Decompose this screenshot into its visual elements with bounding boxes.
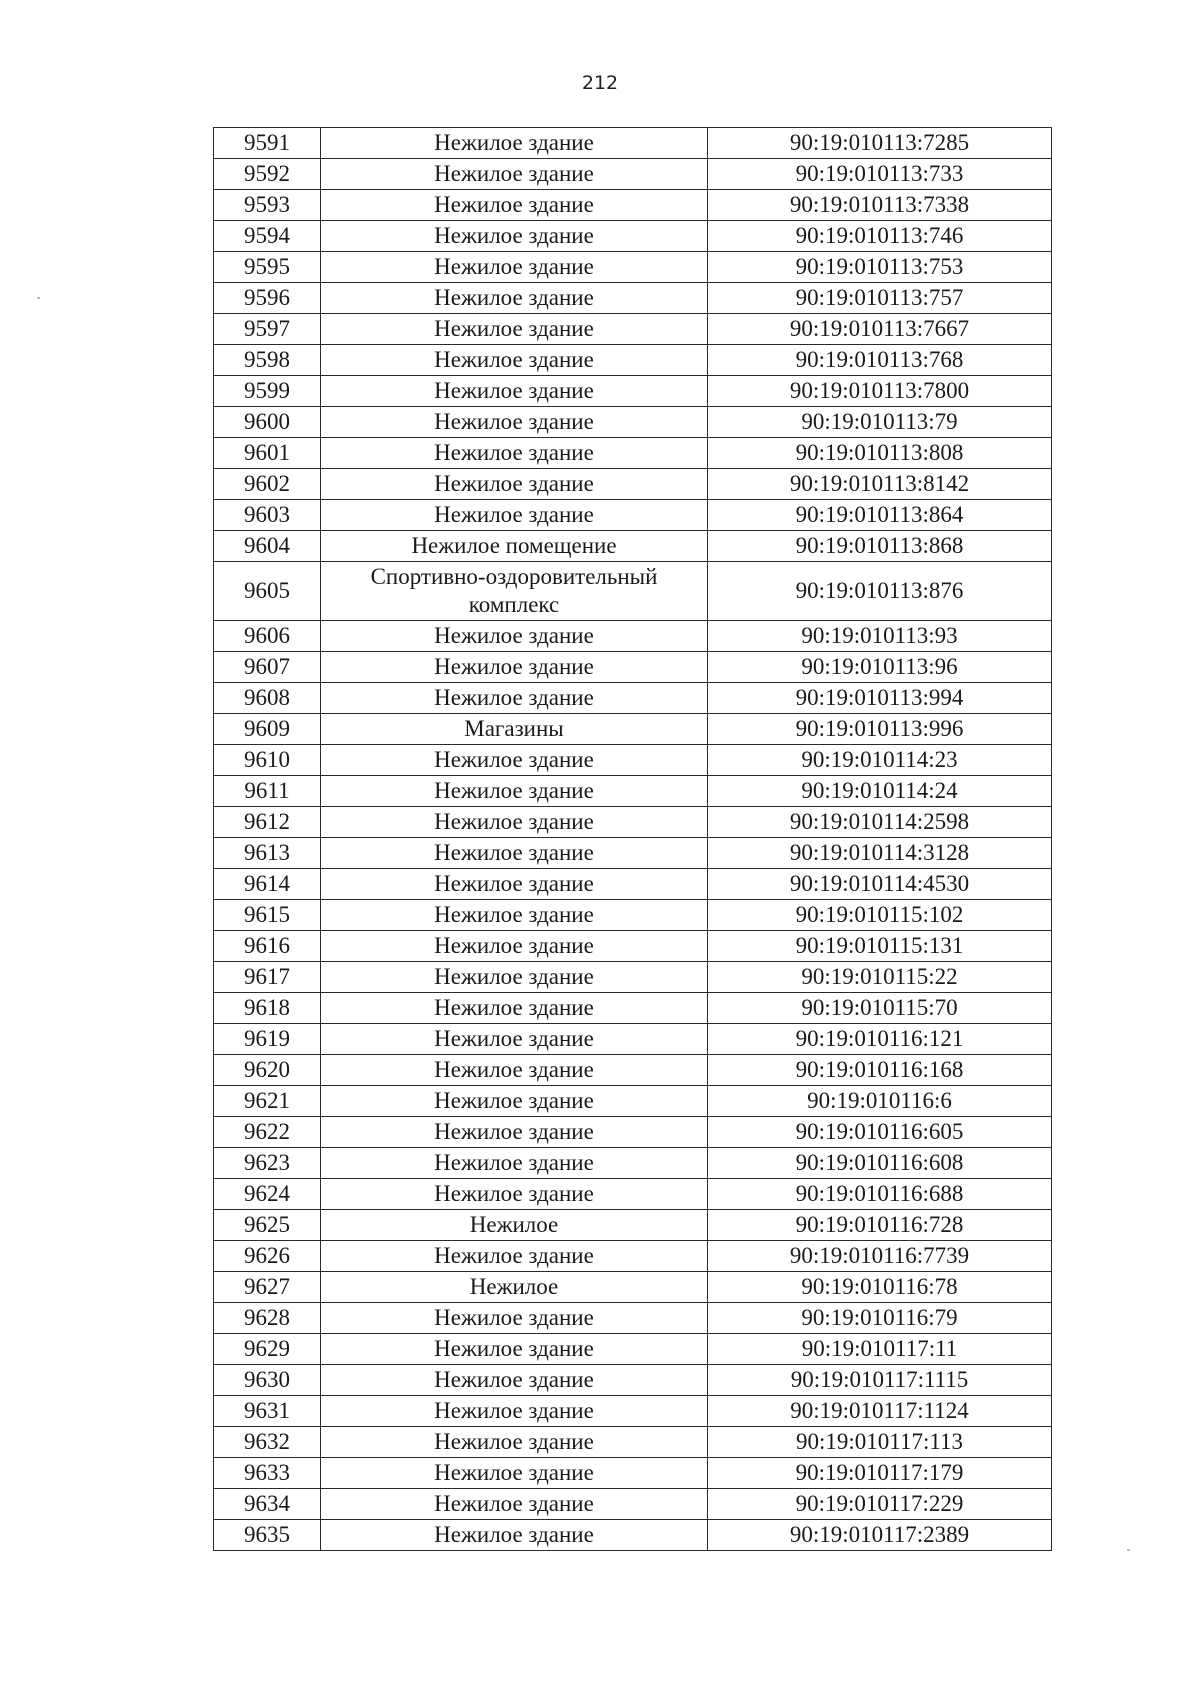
table-row xyxy=(214,1241,1052,1272)
row-number-cell: 9597 xyxy=(214,314,321,345)
row-number-cell: 9624 xyxy=(214,1179,321,1210)
cadastral-number-cell: 90:19:010113:757 xyxy=(708,283,1052,314)
table-row xyxy=(214,531,1052,562)
object-name-cell: Нежилое здание xyxy=(321,869,708,900)
row-number-cell: 9601 xyxy=(214,438,321,469)
table-row xyxy=(214,1365,1052,1396)
table-row xyxy=(214,407,1052,438)
cadastral-number-cell: 90:19:010113:7338 xyxy=(708,190,1052,221)
cadastral-number-cell: 90:19:010113:876 xyxy=(708,562,1052,621)
table-row xyxy=(214,1272,1052,1303)
cadastral-number-cell: 90:19:010113:864 xyxy=(708,500,1052,531)
object-name-cell: Нежилое помещение xyxy=(321,531,708,562)
row-number-cell: 9598 xyxy=(214,345,321,376)
table-row xyxy=(214,993,1052,1024)
property-registry-table xyxy=(213,127,1052,1551)
cadastral-number-cell: 90:19:010115:70 xyxy=(708,993,1052,1024)
table-row xyxy=(214,128,1052,159)
row-number-cell: 9627 xyxy=(214,1272,321,1303)
row-number-cell: 9615 xyxy=(214,900,321,931)
table-row xyxy=(214,376,1052,407)
row-number-cell: 9605 xyxy=(214,562,321,621)
cadastral-number-cell: 90:19:010116:6 xyxy=(708,1086,1052,1117)
cadastral-number-cell: 90:19:010116:78 xyxy=(708,1272,1052,1303)
table-row xyxy=(214,714,1052,745)
table-row xyxy=(214,1024,1052,1055)
cadastral-number-cell: 90:19:010116:168 xyxy=(708,1055,1052,1086)
row-number-cell: 9606 xyxy=(214,621,321,652)
row-number-cell: 9596 xyxy=(214,283,321,314)
cadastral-number-cell: 90:19:010117:11 xyxy=(708,1334,1052,1365)
object-name-cell: Нежилое здание xyxy=(321,1489,708,1520)
row-number-cell: 9622 xyxy=(214,1117,321,1148)
cadastral-number-cell: 90:19:010117:1124 xyxy=(708,1396,1052,1427)
object-name-cell: Нежилое здание xyxy=(321,745,708,776)
cadastral-number-cell: 90:19:010117:113 xyxy=(708,1427,1052,1458)
object-name-cell: Нежилое здание xyxy=(321,621,708,652)
row-number-cell: 9628 xyxy=(214,1303,321,1334)
scan-speck xyxy=(37,297,40,299)
row-number-cell: 9591 xyxy=(214,128,321,159)
table-row xyxy=(214,1055,1052,1086)
cadastral-number-cell: 90:19:010117:2389 xyxy=(708,1520,1052,1551)
table-row xyxy=(214,438,1052,469)
row-number-cell: 9617 xyxy=(214,962,321,993)
cadastral-number-cell: 90:19:010113:746 xyxy=(708,221,1052,252)
row-number-cell: 9616 xyxy=(214,931,321,962)
row-number-cell: 9619 xyxy=(214,1024,321,1055)
scan-speck xyxy=(1127,1549,1130,1551)
table-row xyxy=(214,190,1052,221)
cadastral-number-cell: 90:19:010114:2598 xyxy=(708,807,1052,838)
row-number-cell: 9610 xyxy=(214,745,321,776)
table-row xyxy=(214,562,1052,621)
table-row xyxy=(214,621,1052,652)
object-name-cell: Нежилое здание xyxy=(321,652,708,683)
object-name-cell: Нежилое здание xyxy=(321,252,708,283)
table-row xyxy=(214,469,1052,500)
cadastral-number-cell: 90:19:010116:121 xyxy=(708,1024,1052,1055)
object-name-cell: Нежилое здание xyxy=(321,159,708,190)
cadastral-number-cell: 90:19:010113:93 xyxy=(708,621,1052,652)
table-row xyxy=(214,683,1052,714)
cadastral-number-cell: 90:19:010113:753 xyxy=(708,252,1052,283)
object-name-cell: Нежилое здание xyxy=(321,1427,708,1458)
object-name-cell: Нежилое здание xyxy=(321,500,708,531)
table-row xyxy=(214,869,1052,900)
row-number-cell: 9599 xyxy=(214,376,321,407)
cadastral-number-cell: 90:19:010114:4530 xyxy=(708,869,1052,900)
cadastral-number-cell: 90:19:010113:7285 xyxy=(708,128,1052,159)
cadastral-number-cell: 90:19:010113:733 xyxy=(708,159,1052,190)
object-name-cell: Нежилое здание xyxy=(321,1117,708,1148)
object-name-cell: Нежилое здание xyxy=(321,469,708,500)
cadastral-number-cell: 90:19:010113:994 xyxy=(708,683,1052,714)
cadastral-number-cell: 90:19:010113:768 xyxy=(708,345,1052,376)
object-name-cell: Нежилое здание xyxy=(321,1024,708,1055)
table-row xyxy=(214,1458,1052,1489)
table-row xyxy=(214,1334,1052,1365)
table-row xyxy=(214,1489,1052,1520)
table-row xyxy=(214,500,1052,531)
row-number-cell: 9613 xyxy=(214,838,321,869)
row-number-cell: 9595 xyxy=(214,252,321,283)
table-row xyxy=(214,159,1052,190)
cadastral-number-cell: 90:19:010117:1115 xyxy=(708,1365,1052,1396)
table-row xyxy=(214,1086,1052,1117)
object-name-cell: Нежилое здание xyxy=(321,962,708,993)
object-name-cell: Нежилое здание xyxy=(321,1055,708,1086)
object-name-cell: Нежилое здание xyxy=(321,1334,708,1365)
table-row xyxy=(214,807,1052,838)
object-name-cell: Нежилое здание xyxy=(321,776,708,807)
cadastral-number-cell: 90:19:010114:24 xyxy=(708,776,1052,807)
table-row xyxy=(214,314,1052,345)
object-name-cell: Спортивно-оздоровительный комплекс xyxy=(321,562,708,621)
table-row xyxy=(214,1179,1052,1210)
cadastral-number-cell: 90:19:010114:23 xyxy=(708,745,1052,776)
row-number-cell: 9630 xyxy=(214,1365,321,1396)
table-row xyxy=(214,221,1052,252)
cadastral-number-cell: 90:19:010115:22 xyxy=(708,962,1052,993)
row-number-cell: 9612 xyxy=(214,807,321,838)
object-name-cell: Нежилое здание xyxy=(321,1148,708,1179)
cadastral-number-cell: 90:19:010115:102 xyxy=(708,900,1052,931)
cadastral-number-cell: 90:19:010116:608 xyxy=(708,1148,1052,1179)
cadastral-number-cell: 90:19:010113:7800 xyxy=(708,376,1052,407)
object-name-cell: Нежилое здание xyxy=(321,221,708,252)
cadastral-number-cell: 90:19:010116:79 xyxy=(708,1303,1052,1334)
object-name-cell: Нежилое здание xyxy=(321,283,708,314)
object-name-cell: Нежилое здание xyxy=(321,1303,708,1334)
object-name-cell: Нежилое здание xyxy=(321,438,708,469)
table-row xyxy=(214,283,1052,314)
row-number-cell: 9631 xyxy=(214,1396,321,1427)
object-name-cell: Нежилое здание xyxy=(321,314,708,345)
row-number-cell: 9593 xyxy=(214,190,321,221)
object-name-cell: Магазины xyxy=(321,714,708,745)
cadastral-number-cell: 90:19:010114:3128 xyxy=(708,838,1052,869)
cadastral-number-cell: 90:19:010116:688 xyxy=(708,1179,1052,1210)
row-number-cell: 9625 xyxy=(214,1210,321,1241)
object-name-cell: Нежилое здание xyxy=(321,1396,708,1427)
table-row xyxy=(214,1520,1052,1551)
cadastral-number-cell: 90:19:010116:605 xyxy=(708,1117,1052,1148)
cadastral-number-cell: 90:19:010113:96 xyxy=(708,652,1052,683)
row-number-cell: 9600 xyxy=(214,407,321,438)
object-name-cell: Нежилое здание xyxy=(321,190,708,221)
object-name-cell: Нежилое здание xyxy=(321,1086,708,1117)
row-number-cell: 9635 xyxy=(214,1520,321,1551)
object-name-cell: Нежилое здание xyxy=(321,407,708,438)
table-body xyxy=(214,128,1052,1551)
table-row xyxy=(214,1303,1052,1334)
table-row xyxy=(214,931,1052,962)
row-number-cell: 9594 xyxy=(214,221,321,252)
table-row xyxy=(214,252,1052,283)
row-number-cell: 9623 xyxy=(214,1148,321,1179)
table-row xyxy=(214,1396,1052,1427)
row-number-cell: 9604 xyxy=(214,531,321,562)
row-number-cell: 9614 xyxy=(214,869,321,900)
table-row xyxy=(214,652,1052,683)
object-name-cell: Нежилое xyxy=(321,1272,708,1303)
row-number-cell: 9618 xyxy=(214,993,321,1024)
object-name-cell: Нежилое здание xyxy=(321,1241,708,1272)
row-number-cell: 9608 xyxy=(214,683,321,714)
table-row xyxy=(214,1117,1052,1148)
page-number: 212 xyxy=(581,72,619,94)
object-name-cell: Нежилое здание xyxy=(321,1179,708,1210)
cadastral-number-cell: 90:19:010113:79 xyxy=(708,407,1052,438)
cadastral-number-cell: 90:19:010116:7739 xyxy=(708,1241,1052,1272)
table-row xyxy=(214,345,1052,376)
object-name-cell: Нежилое здание xyxy=(321,1458,708,1489)
object-name-cell: Нежилое здание xyxy=(321,807,708,838)
object-name-cell: Нежилое здание xyxy=(321,838,708,869)
row-number-cell: 9602 xyxy=(214,469,321,500)
cadastral-number-cell: 90:19:010116:728 xyxy=(708,1210,1052,1241)
cadastral-number-cell: 90:19:010113:808 xyxy=(708,438,1052,469)
row-number-cell: 9607 xyxy=(214,652,321,683)
cadastral-number-cell: 90:19:010113:8142 xyxy=(708,469,1052,500)
table-row xyxy=(214,1148,1052,1179)
object-name-cell: Нежилое здание xyxy=(321,900,708,931)
object-name-cell: Нежилое xyxy=(321,1210,708,1241)
row-number-cell: 9621 xyxy=(214,1086,321,1117)
row-number-cell: 9633 xyxy=(214,1458,321,1489)
cadastral-number-cell: 90:19:010115:131 xyxy=(708,931,1052,962)
row-number-cell: 9629 xyxy=(214,1334,321,1365)
table-row xyxy=(214,900,1052,931)
table-row xyxy=(214,745,1052,776)
object-name-cell: Нежилое здание xyxy=(321,1365,708,1396)
table-row xyxy=(214,838,1052,869)
row-number-cell: 9626 xyxy=(214,1241,321,1272)
cadastral-number-cell: 90:19:010117:229 xyxy=(708,1489,1052,1520)
table-row xyxy=(214,1210,1052,1241)
object-name-cell: Нежилое здание xyxy=(321,993,708,1024)
object-name-cell: Нежилое здание xyxy=(321,128,708,159)
row-number-cell: 9634 xyxy=(214,1489,321,1520)
row-number-cell: 9611 xyxy=(214,776,321,807)
object-name-cell: Нежилое здание xyxy=(321,376,708,407)
table-row xyxy=(214,1427,1052,1458)
object-name-cell: Нежилое здание xyxy=(321,1520,708,1551)
cadastral-number-cell: 90:19:010113:996 xyxy=(708,714,1052,745)
object-name-cell: Нежилое здание xyxy=(321,683,708,714)
object-name-cell: Нежилое здание xyxy=(321,931,708,962)
table-row xyxy=(214,776,1052,807)
row-number-cell: 9592 xyxy=(214,159,321,190)
row-number-cell: 9609 xyxy=(214,714,321,745)
object-name-cell: Нежилое здание xyxy=(321,345,708,376)
cadastral-number-cell: 90:19:010113:7667 xyxy=(708,314,1052,345)
row-number-cell: 9620 xyxy=(214,1055,321,1086)
table-row xyxy=(214,962,1052,993)
cadastral-number-cell: 90:19:010113:868 xyxy=(708,531,1052,562)
row-number-cell: 9632 xyxy=(214,1427,321,1458)
cadastral-number-cell: 90:19:010117:179 xyxy=(708,1458,1052,1489)
row-number-cell: 9603 xyxy=(214,500,321,531)
